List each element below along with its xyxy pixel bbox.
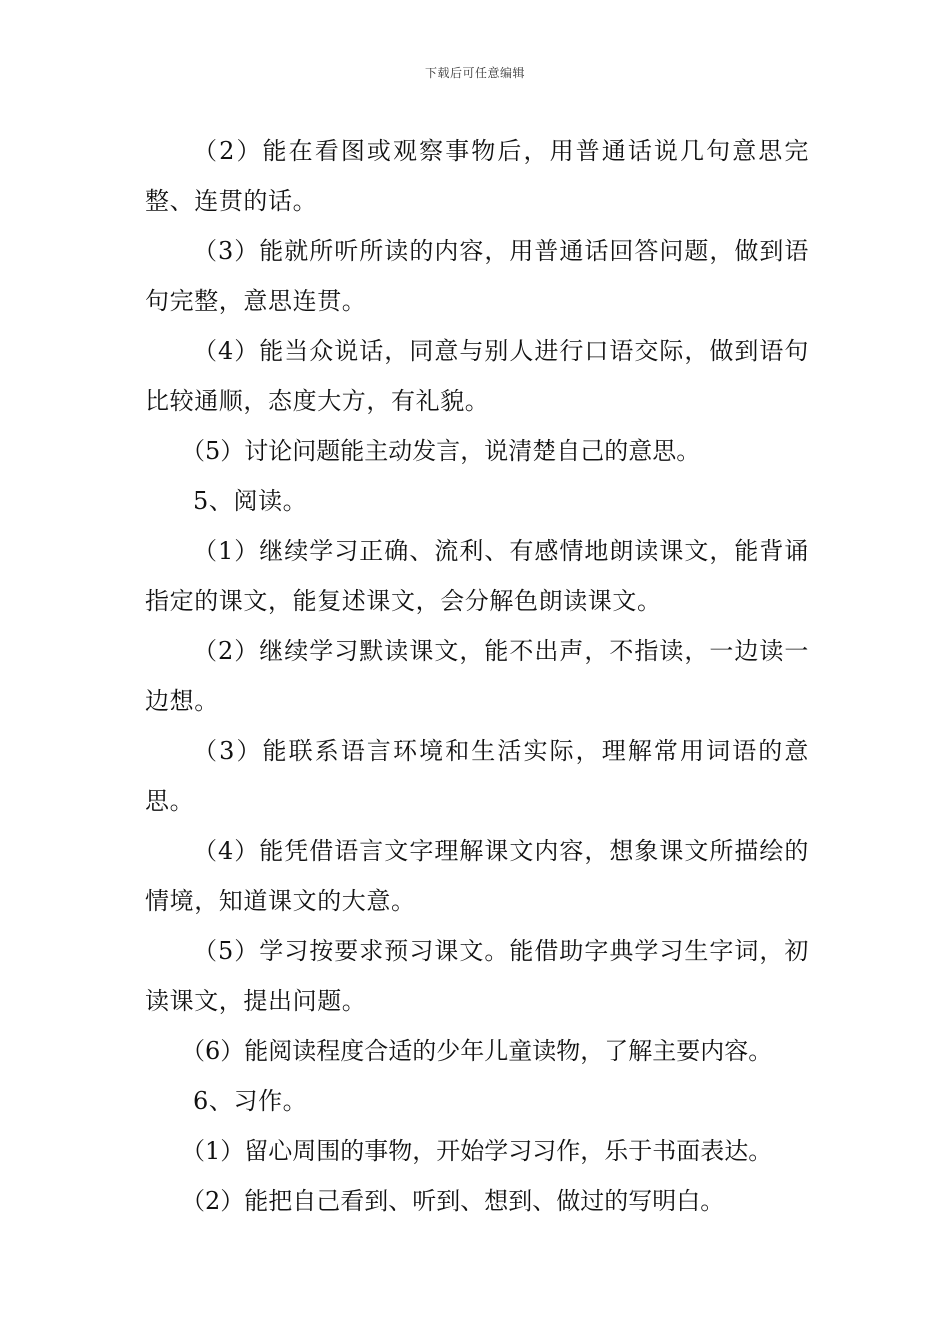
paragraph-reading-2: （2）继续学习默读课文，能不出声，不指读，一边读一边想。 xyxy=(145,637,809,715)
paragraph-writing-1: （1）留心周围的事物，开始学习习作，乐于书面表达。 xyxy=(181,1137,773,1165)
paragraph-speaking-4: （4）能当众说话，同意与别人进行口语交际，做到语句比较通顺，态度大方，有礼貌。 xyxy=(145,337,809,415)
paragraph-speaking-3: （3）能就所听所读的内容，用普通话回答问题，做到语句完整，意思连贯。 xyxy=(145,237,809,315)
paragraph-speaking-5: （5）讨论问题能主动发言，说清楚自己的意思。 xyxy=(181,437,701,465)
document-body xyxy=(145,126,809,1226)
paragraph-reading-6: （6）能阅读程度合适的少年儿童读物，了解主要内容。 xyxy=(181,1037,773,1065)
paragraph-reading-1: （1）继续学习正确、流利、有感情地朗读课文，能背诵指定的课文，能复述课文，会分解色朗读课文。 xyxy=(145,537,809,615)
paragraph-reading-4: （4）能凭借语言文字理解课文内容，想象课文所描绘的情境，知道课文的大意。 xyxy=(145,837,809,915)
paragraph-speaking-2: （2）能在看图或观察事物后，用普通话说几句意思完整、连贯的话。 xyxy=(145,137,809,215)
paragraph-writing-2: （2）能把自己看到、听到、想到、做过的写明白。 xyxy=(181,1187,725,1215)
paragraph-reading-5: （5）学习按要求预习课文。能借助字典学习生字词，初读课文，提出问题。 xyxy=(145,937,809,1015)
section-heading-reading: 5、阅读。 xyxy=(193,487,308,515)
page-header: 下载后可任意编辑 xyxy=(424,66,525,80)
paragraph-reading-3: （3）能联系语言环境和生活实际，理解常用词语的意思。 xyxy=(145,737,809,815)
section-heading-writing: 6、习作。 xyxy=(193,1087,308,1115)
